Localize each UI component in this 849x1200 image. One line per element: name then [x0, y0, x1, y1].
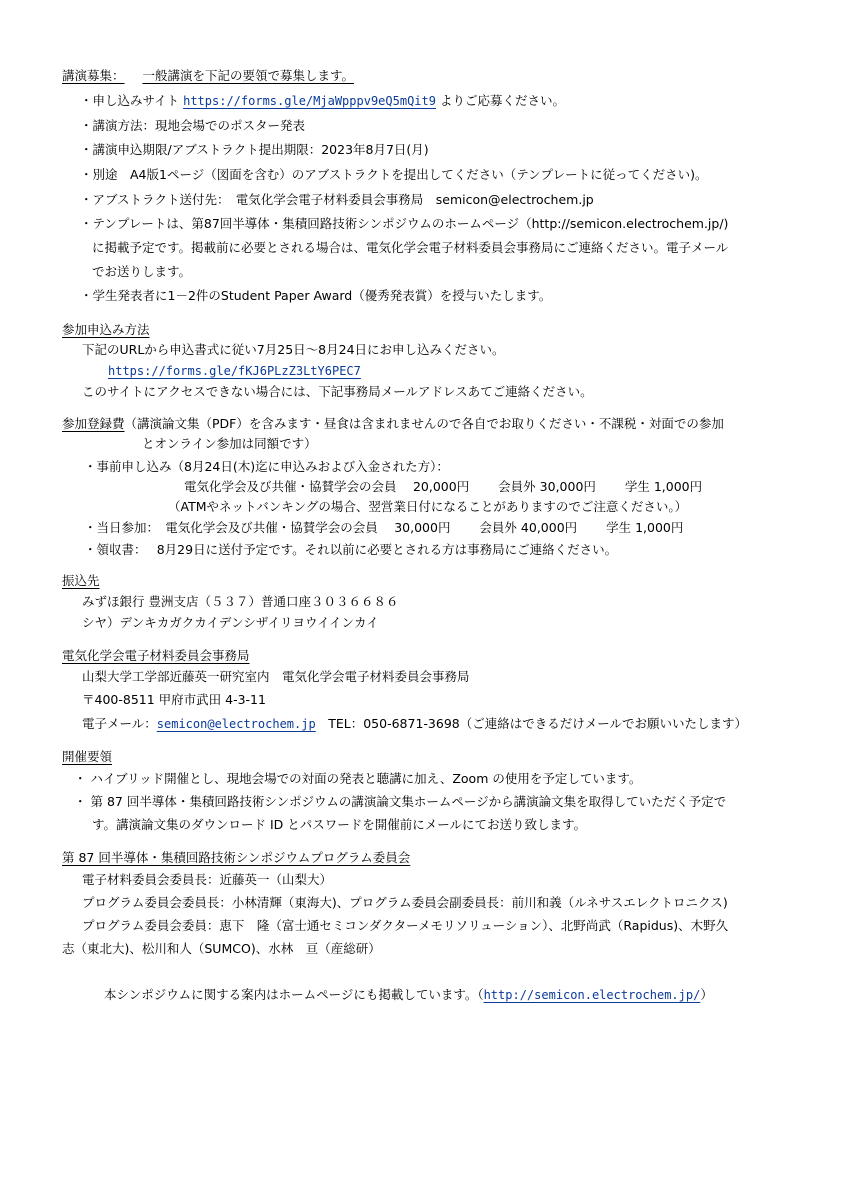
fee-heading-line	[62, 416, 724, 432]
office-address-1: 山梨大学工学部近藤英一研究室内 電気化学会電子材料委員会事務局	[82, 669, 470, 684]
participation-line-3: このサイトにアクセスできない場合には、下記事務局メールアドレスあてご連絡ください。	[82, 384, 593, 399]
lecture-site-line	[80, 93, 565, 109]
committee-line-2: プログラム委員会委員長：小林清輝（東海大)、プログラム委員会副委員長：前川和義（ルネサスエレクトロニクス)	[82, 895, 728, 910]
lecture-template-1: ・テンプレートは、第87回半導体・集積回路技術シンポジウムのホームページ（http://semicon.electrochem.jp/)	[80, 216, 729, 231]
fee-heading: 参加登録費	[62, 416, 125, 431]
lecture-award: ・学生発表者に1－2件のStudent Paper Award（優秀発表賞）を授与いたします。	[80, 288, 552, 303]
participation-url-link[interactable]: https://forms.gle/fKJ6PLzZ3LtY6PEC7	[108, 364, 361, 378]
lecture-heading-rest: 一般講演を下記の要領で募集します。	[142, 68, 355, 83]
outline-item-2a: ・ 第 87 回半導体・集積回路技術シンポジウムの講演論文集ホームページから講演論文集を取得していただく予定で	[74, 794, 727, 809]
footer-url-link[interactable]: http://semicon.electrochem.jp/	[483, 988, 701, 1002]
committee-line-1: 電子材料委員会委員長：近藤英一（山梨大）	[82, 872, 333, 887]
participation-url-line	[108, 363, 361, 379]
office-email-label: 電子メール：	[82, 716, 157, 731]
transfer-account: シヤ）デンキカガクカイデンシザイリヨウイインカイ	[82, 615, 379, 630]
outline-item-1: ・ ハイブリッド開催とし、現地会場での対面の発表と聴講に加え、Zoom の使用を予定しています。	[74, 771, 642, 786]
committee-heading: 第 87 回半導体・集積回路技術シンポジウムプログラム委員会	[62, 850, 411, 865]
lecture-method: ・講演方法：現地会場でのポスター発表	[80, 118, 306, 133]
lecture-abstract-to: ・アブストラクト送付先： 電気化学会電子材料委員会事務局 semicon@electrochem.jp	[80, 192, 594, 207]
lecture-template-3: でお送りします。	[92, 264, 192, 279]
lecture-separate: ・別途 A4版1ページ（図面を含む）のアブストラクトを提出してください（テンプレートに従ってください)。	[80, 167, 708, 182]
lecture-site-suffix: よりご応募ください。	[435, 93, 565, 108]
fee-heading-rest: （講演論文集（PDF）を含みます・昼食は含まれませんので各自でお取りください・不課税・対面での参加	[124, 416, 724, 431]
footer-close: ）	[700, 987, 713, 1002]
office-heading: 電気化学会電子材料委員会事務局	[62, 648, 250, 663]
fee-line-2: とオンライン参加は同額です）	[142, 436, 317, 451]
participation-heading: 参加申込み方法	[62, 322, 150, 337]
fee-onsite: ・当日参加： 電気化学会及び共催・協賛学会の会員 30,000円 会員外 40,000円 学生 1,000円	[84, 520, 684, 535]
fee-receipt: ・領収書： 8月29日に送付予定です。それ以前に必要とされる方は事務局にご連絡ください。	[84, 542, 618, 557]
office-address-2: 〒400-8511 甲府市武田 4-3-11	[82, 692, 266, 707]
committee-line-3: プログラム委員会委員：恵下 隆（富士通セミコンダクターメモリソリューション）、北野尚武（Rapidus)、木野久	[82, 918, 729, 933]
fee-advance: ・事前申し込み（8月24日(木)迄に申込みおよび入金された方）：	[84, 459, 449, 474]
fee-atm-note: （ATMやネットバンキングの場合、翌営業日付になることがありますのでご注意ください。）	[168, 499, 688, 514]
lecture-site-link[interactable]: https://forms.gle/MjaWpppv9eQ5mQit9	[183, 94, 436, 108]
footer-line	[104, 987, 713, 1003]
lecture-deadline: ・講演申込期限/アブストラクト提出期限：2023年8月7日(月)	[80, 142, 429, 157]
footer-text: 本シンポジウムに関する案内はホームページにも掲載しています。（	[104, 987, 484, 1002]
fee-advance-members: 電気化学会及び共催・協賛学会の会員 20,000円 会員外 30,000円 学生 1,000円	[184, 479, 703, 494]
transfer-bank: みずほ銀行 豊洲支店（５３７）普通口座３０３６６８６	[82, 594, 399, 609]
lecture-heading: 講演募集：	[62, 68, 125, 83]
lecture-template-2: に掲載予定です。掲載前に必要とされる場合は、電気化学会電子材料委員会事務局にご連絡ください。電子メール	[92, 240, 729, 255]
transfer-heading: 振込先	[62, 573, 100, 588]
lecture-heading-line	[62, 68, 354, 84]
committee-line-4: 志（東北大)、松川和人（SUMCO)、水林 亘（産総研）	[62, 941, 381, 956]
office-tel: TEL：050-6871-3698（ご連絡はできるだけメールでお願いいたします）	[315, 716, 747, 731]
office-email-link[interactable]: semicon@electrochem.jp	[156, 717, 316, 731]
participation-line-1: 下記のURLから申込書式に従い7月25日～8月24日にお申し込みください。	[82, 342, 505, 357]
outline-item-2b: す。講演論文集のダウンロード ID とパスワードを開催前にメールにてお送り致します。	[92, 817, 587, 832]
office-contact-line	[82, 716, 747, 732]
outline-heading: 開催要領	[62, 749, 113, 764]
lecture-site-prefix: ・申し込みサイト	[80, 93, 184, 108]
